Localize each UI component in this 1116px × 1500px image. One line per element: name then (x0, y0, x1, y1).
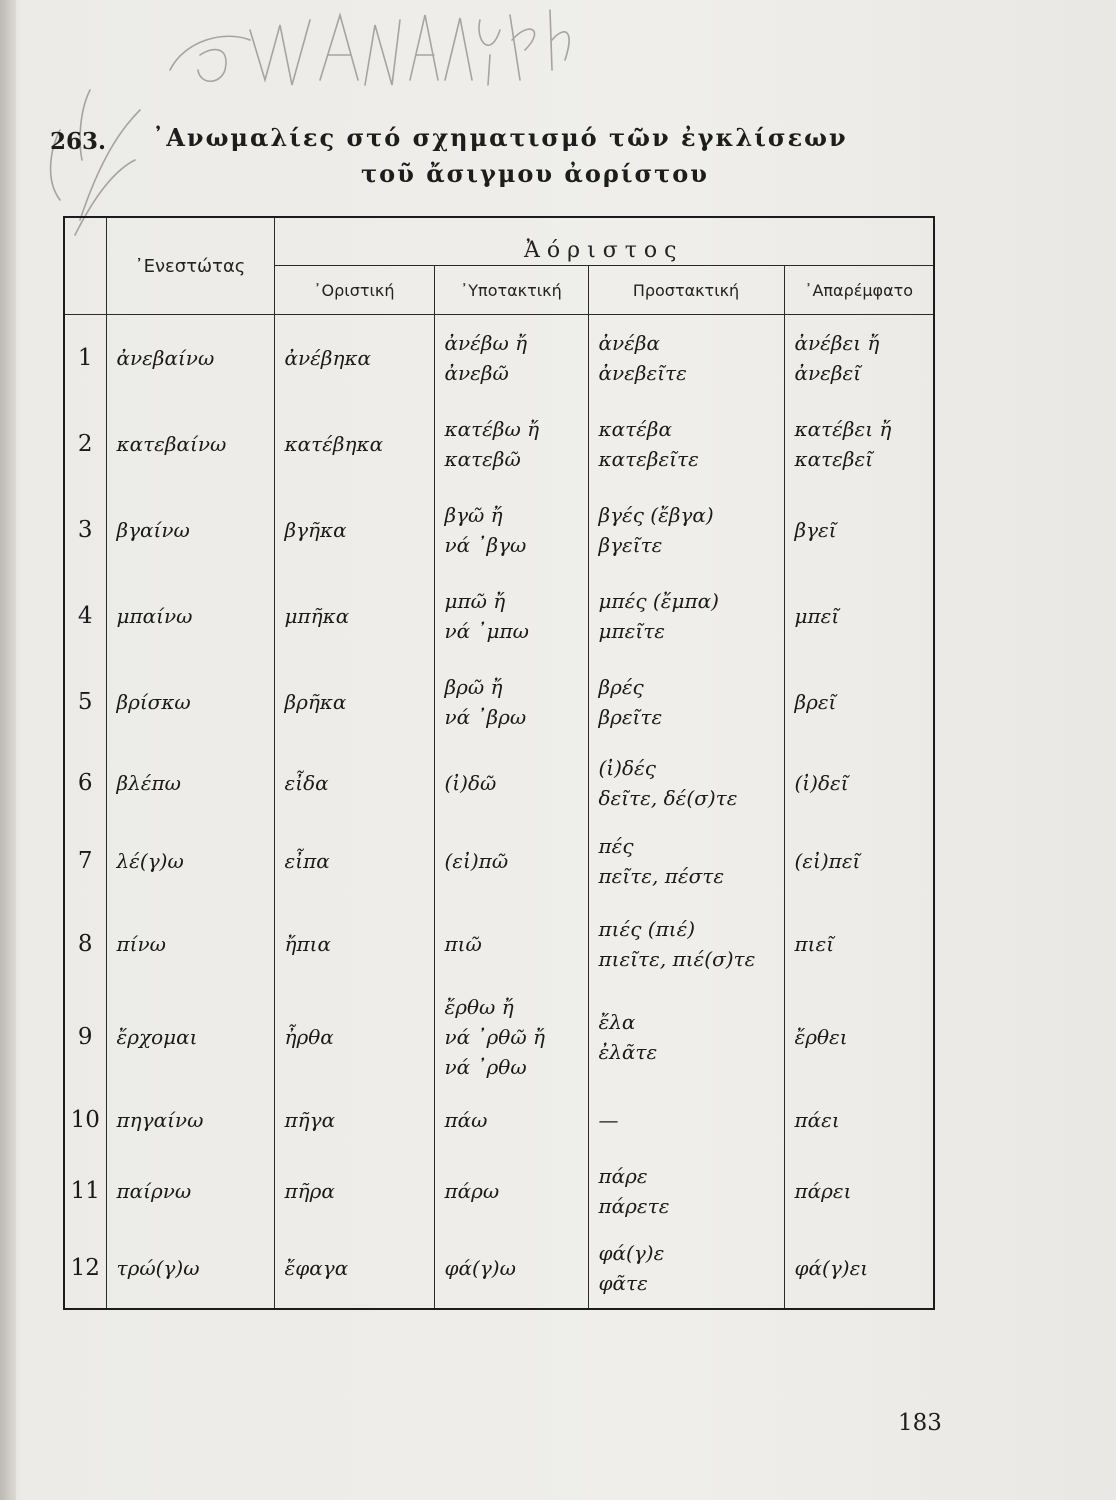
subjunctive-form (434, 659, 588, 745)
present-form: κατεβαίνω (106, 401, 274, 487)
infinitive-form-line: ἔρθει (794, 1024, 848, 1049)
subjunctive-form (434, 401, 588, 487)
subjunctive-form-line: πάρω (444, 1178, 500, 1203)
table-row (64, 487, 934, 573)
infinitive-form-line: μπεῖ (794, 603, 840, 628)
row-number: 7 (64, 821, 106, 901)
row-number: 2 (64, 401, 106, 487)
table-row (64, 315, 934, 401)
indicative-form: κατέβηκα (274, 401, 434, 487)
infinitive-form (784, 487, 934, 573)
row-number: 9 (64, 987, 106, 1087)
indicative-form: ἀνέβηκα (274, 315, 434, 401)
infinitive-form-line: βρεῖ (794, 689, 837, 714)
imperative-form (588, 901, 784, 987)
present-form: μπαίνω (106, 573, 274, 659)
imperative-form (588, 821, 784, 901)
page-binding-shadow (0, 0, 16, 1500)
imperative-form-line: κατεβεῖτε (598, 446, 699, 471)
indicative-form: ἤπια (274, 901, 434, 987)
subjunctive-form-line: νά ᾿μπω (444, 618, 529, 643)
subjunctive-form (434, 987, 588, 1087)
infinitive-form-line: ἀνεβεῖ (794, 360, 862, 385)
indicative-form: ἦρθα (274, 987, 434, 1087)
infinitive-form (784, 315, 934, 401)
infinitive-form (784, 573, 934, 659)
table-row (64, 1153, 934, 1229)
indicative-form: μπῆκα (274, 573, 434, 659)
subjunctive-column-header: ᾿Υποτακτική (434, 266, 588, 315)
imperative-form (588, 1153, 784, 1229)
infinitive-form (784, 1087, 934, 1153)
row-number: 11 (64, 1153, 106, 1229)
infinitive-form-line: πάρει (794, 1178, 852, 1203)
infinitive-form-line: (ἰ)δεῖ (794, 770, 849, 795)
subjunctive-form-line: νά ᾿ρθω (444, 1054, 527, 1079)
subjunctive-form-line: πιῶ (444, 931, 482, 956)
subjunctive-form-line: ἀνεβῶ (444, 360, 509, 385)
indicative-form: πῆγα (274, 1087, 434, 1153)
present-form: πίνω (106, 901, 274, 987)
number-column-header (64, 217, 106, 315)
imperative-form-line: πιές (πιέ) (598, 916, 696, 941)
row-number: 8 (64, 901, 106, 987)
section-title-line-1: ᾿Ανωμαλίες στό σχηματισμό τῶν ἐγκλίσεων (152, 123, 848, 152)
imperative-form (588, 745, 784, 821)
subjunctive-form-line: βγῶ ἤ (444, 502, 503, 527)
table-row (64, 401, 934, 487)
present-column-header: ᾿Ενεστώτας (106, 217, 274, 315)
imperative-form-line: μπές (ἔμπα) (598, 588, 719, 613)
infinitive-form (784, 401, 934, 487)
subjunctive-form (434, 573, 588, 659)
present-form: βρίσκω (106, 659, 274, 745)
subjunctive-form-line: κατεβῶ (444, 446, 521, 471)
indicative-form: πῆρα (274, 1153, 434, 1229)
table-row (64, 659, 934, 745)
table-row (64, 573, 934, 659)
subjunctive-form-line: (ἰ)δῶ (444, 770, 497, 795)
imperative-form-line: — (598, 1107, 619, 1132)
table-row (64, 745, 934, 821)
imperative-form-line: βγές (ἔβγα) (598, 502, 714, 527)
imperative-form-line: κατέβα (598, 416, 672, 441)
table-row (64, 1087, 934, 1153)
infinitive-form (784, 745, 934, 821)
present-form: βλέπω (106, 745, 274, 821)
infinitive-form (784, 821, 934, 901)
subjunctive-form-line: βρῶ ἤ (444, 674, 503, 699)
row-number: 5 (64, 659, 106, 745)
imperative-form (588, 315, 784, 401)
imperative-form-line: φᾶτε (598, 1271, 648, 1295)
row-number: 10 (64, 1087, 106, 1153)
infinitive-form-line: φά(γ)ει (794, 1256, 869, 1280)
table-row (64, 1229, 934, 1309)
imperative-form-line: ἀνέβα (598, 330, 660, 355)
row-number: 3 (64, 487, 106, 573)
imperative-form (588, 487, 784, 573)
indicative-column-header: ᾿Οριστική (274, 266, 434, 315)
aorist-conjugation-table (63, 216, 935, 1310)
subjunctive-form-line: μπῶ ἤ (444, 588, 506, 613)
indicative-form: βρῆκα (274, 659, 434, 745)
imperative-form-line: (ἰ)δές (598, 755, 656, 780)
imperative-form-line: πεῖτε, πέστε (598, 863, 725, 888)
infinitive-form-line: (εἰ)πεῖ (794, 848, 861, 873)
imperative-form-line: πάρετε (598, 1193, 670, 1218)
subjunctive-form-line: κατέβω ἤ (444, 416, 540, 441)
page-number: 183 (898, 1410, 942, 1436)
subjunctive-form (434, 315, 588, 401)
imperative-column-header: Προστακτική (588, 266, 784, 315)
infinitive-form (784, 1153, 934, 1229)
infinitive-form-line: κατεβεῖ (794, 446, 874, 471)
imperative-form-line: βγεῖτε (598, 532, 663, 557)
row-number: 12 (64, 1229, 106, 1309)
imperative-form-line: ἐλᾶτε (598, 1039, 658, 1064)
infinitive-form (784, 1229, 934, 1309)
subjunctive-form-line: φά(γ)ω (444, 1256, 516, 1280)
row-number: 1 (64, 315, 106, 401)
table-body (64, 315, 934, 1309)
table-row (64, 821, 934, 901)
imperative-form (588, 1087, 784, 1153)
imperative-form (588, 401, 784, 487)
present-form: λέ(γ)ω (106, 821, 274, 901)
infinitive-column-header: ᾿Απαρέμφατο (784, 266, 934, 315)
indicative-form: ἔφαγα (274, 1229, 434, 1309)
infinitive-form-line: πάει (794, 1107, 840, 1132)
subjunctive-form-line: ἔρθω ἤ (444, 994, 514, 1019)
subjunctive-form-line: νά ᾿βρω (444, 704, 527, 729)
present-form: παίρνω (106, 1153, 274, 1229)
imperative-form-line: πάρε (598, 1163, 648, 1188)
infinitive-form (784, 987, 934, 1087)
row-number: 4 (64, 573, 106, 659)
imperative-form-line: ἔλα (598, 1009, 636, 1034)
imperative-form-line: βρεῖτε (598, 704, 663, 729)
present-form: ἔρχομαι (106, 987, 274, 1087)
subjunctive-form (434, 745, 588, 821)
present-form: βγαίνω (106, 487, 274, 573)
section-title (150, 120, 850, 192)
imperative-form-line: φά(γ)ε (598, 1241, 665, 1265)
imperative-form-line: ἀνεβεῖτε (598, 360, 687, 385)
imperative-form (588, 573, 784, 659)
subjunctive-form-line: (εἰ)πῶ (444, 848, 509, 873)
subjunctive-form (434, 1153, 588, 1229)
imperative-form-line: πιεῖτε, πιέ(σ)τε (598, 946, 756, 971)
infinitive-form-line: ἀνέβει ἤ (794, 330, 880, 355)
subjunctive-form-line: πάω (444, 1107, 488, 1132)
infinitive-form-line: πιεῖ (794, 931, 835, 956)
indicative-form: βγῆκα (274, 487, 434, 573)
infinitive-form-line: βγεῖ (794, 517, 837, 542)
subjunctive-form-line: νά ᾿βγω (444, 532, 527, 557)
subjunctive-form (434, 1087, 588, 1153)
subjunctive-form (434, 487, 588, 573)
imperative-form (588, 1229, 784, 1309)
present-form: πηγαίνω (106, 1087, 274, 1153)
section-number: 263. (50, 128, 107, 155)
infinitive-form (784, 659, 934, 745)
table-row (64, 987, 934, 1087)
imperative-form-line: μπεῖτε (598, 618, 666, 643)
subjunctive-form (434, 1229, 588, 1309)
imperative-form (588, 659, 784, 745)
indicative-form: εἶδα (274, 745, 434, 821)
section-title-line-2: τοῦ ἄσιγμου ἀορίστου (361, 159, 709, 188)
infinitive-form (784, 901, 934, 987)
imperative-form-line: δεῖτε, δέ(σ)τε (598, 785, 738, 810)
subjunctive-form-line: νά ᾿ρθῶ ἤ (444, 1024, 545, 1049)
imperative-form-line: βρές (598, 674, 644, 699)
imperative-form (588, 987, 784, 1087)
subjunctive-form (434, 901, 588, 987)
infinitive-form-line: κατέβει ἤ (794, 416, 892, 441)
table-row (64, 901, 934, 987)
present-form: ἀνεβαίνω (106, 315, 274, 401)
row-number: 6 (64, 745, 106, 821)
subjunctive-form-line: ἀνέβω ἤ (444, 330, 528, 355)
imperative-form-line: πές (598, 833, 634, 858)
indicative-form: εἶπα (274, 821, 434, 901)
present-form: τρώ(γ)ω (106, 1229, 274, 1309)
aorist-group-header: Ἀόριστος (274, 217, 934, 266)
subjunctive-form (434, 821, 588, 901)
